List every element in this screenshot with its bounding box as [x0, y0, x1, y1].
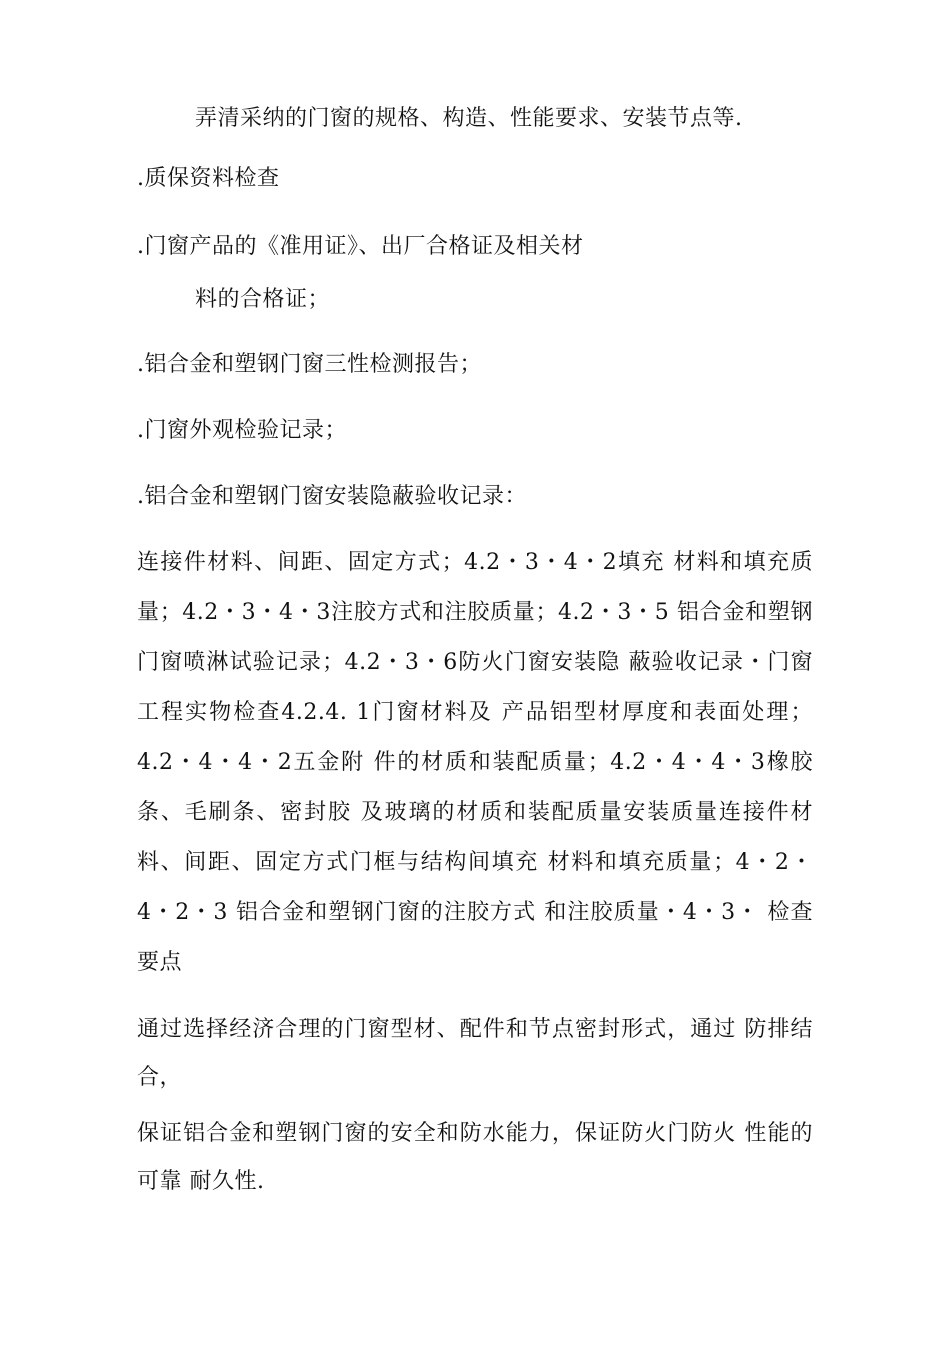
text-line: 弄清采纳的门窗的规格、构造、性能要求、安装节点等.: [195, 106, 743, 131]
body-paragraph: 通过选择经济合理的门窗型材、配件和节点密封形式，通过 防排结合，: [137, 1017, 813, 1090]
text-line: 料的合格证；: [195, 287, 331, 312]
section-heading: .质保资料检查: [137, 166, 280, 191]
body-paragraph: 保证铝合金和塑钢门窗的安全和防水能力，保证防火门防火 性能的可靠 耐久性.: [137, 1121, 813, 1194]
text-line: .门窗产品的《准用证》、出厂合格证及相关材: [137, 234, 584, 259]
text-line: .铝合金和塑钢门窗三性检测报告；: [137, 352, 482, 377]
body-paragraph: 连接件材料、间距、固定方式；4.2・3・4・2填充 材料和填充质量；4.2・3・4・3注胶方式和注胶质量；4.2・3・5 铝合金和塑钢门窗喷淋试验记录；4.2・3・6防火门窗安装隐 蔽验收记录・门窗工程实物检查4.2.4. 1门窗材料及 产品铝型材厚度和表面处理；4.2・4・4・2五金附 件的材质和装配质量；4.2・4・4・3橡胶条、毛刷条、密封胶 及玻璃的材质和装配质量安装质量连接件材料、间距、固定方式门框与结构间填充 材料和填充质量；4・2・4・2・3 铝合金和塑钢门窗的注胶方式 和注胶质量・4・3・ 检查要点: [137, 550, 813, 975]
text-line: .门窗外观检验记录；: [137, 418, 347, 443]
text-line: .铝合金和塑钢门窗安装隐蔽验收记录：: [137, 484, 527, 509]
